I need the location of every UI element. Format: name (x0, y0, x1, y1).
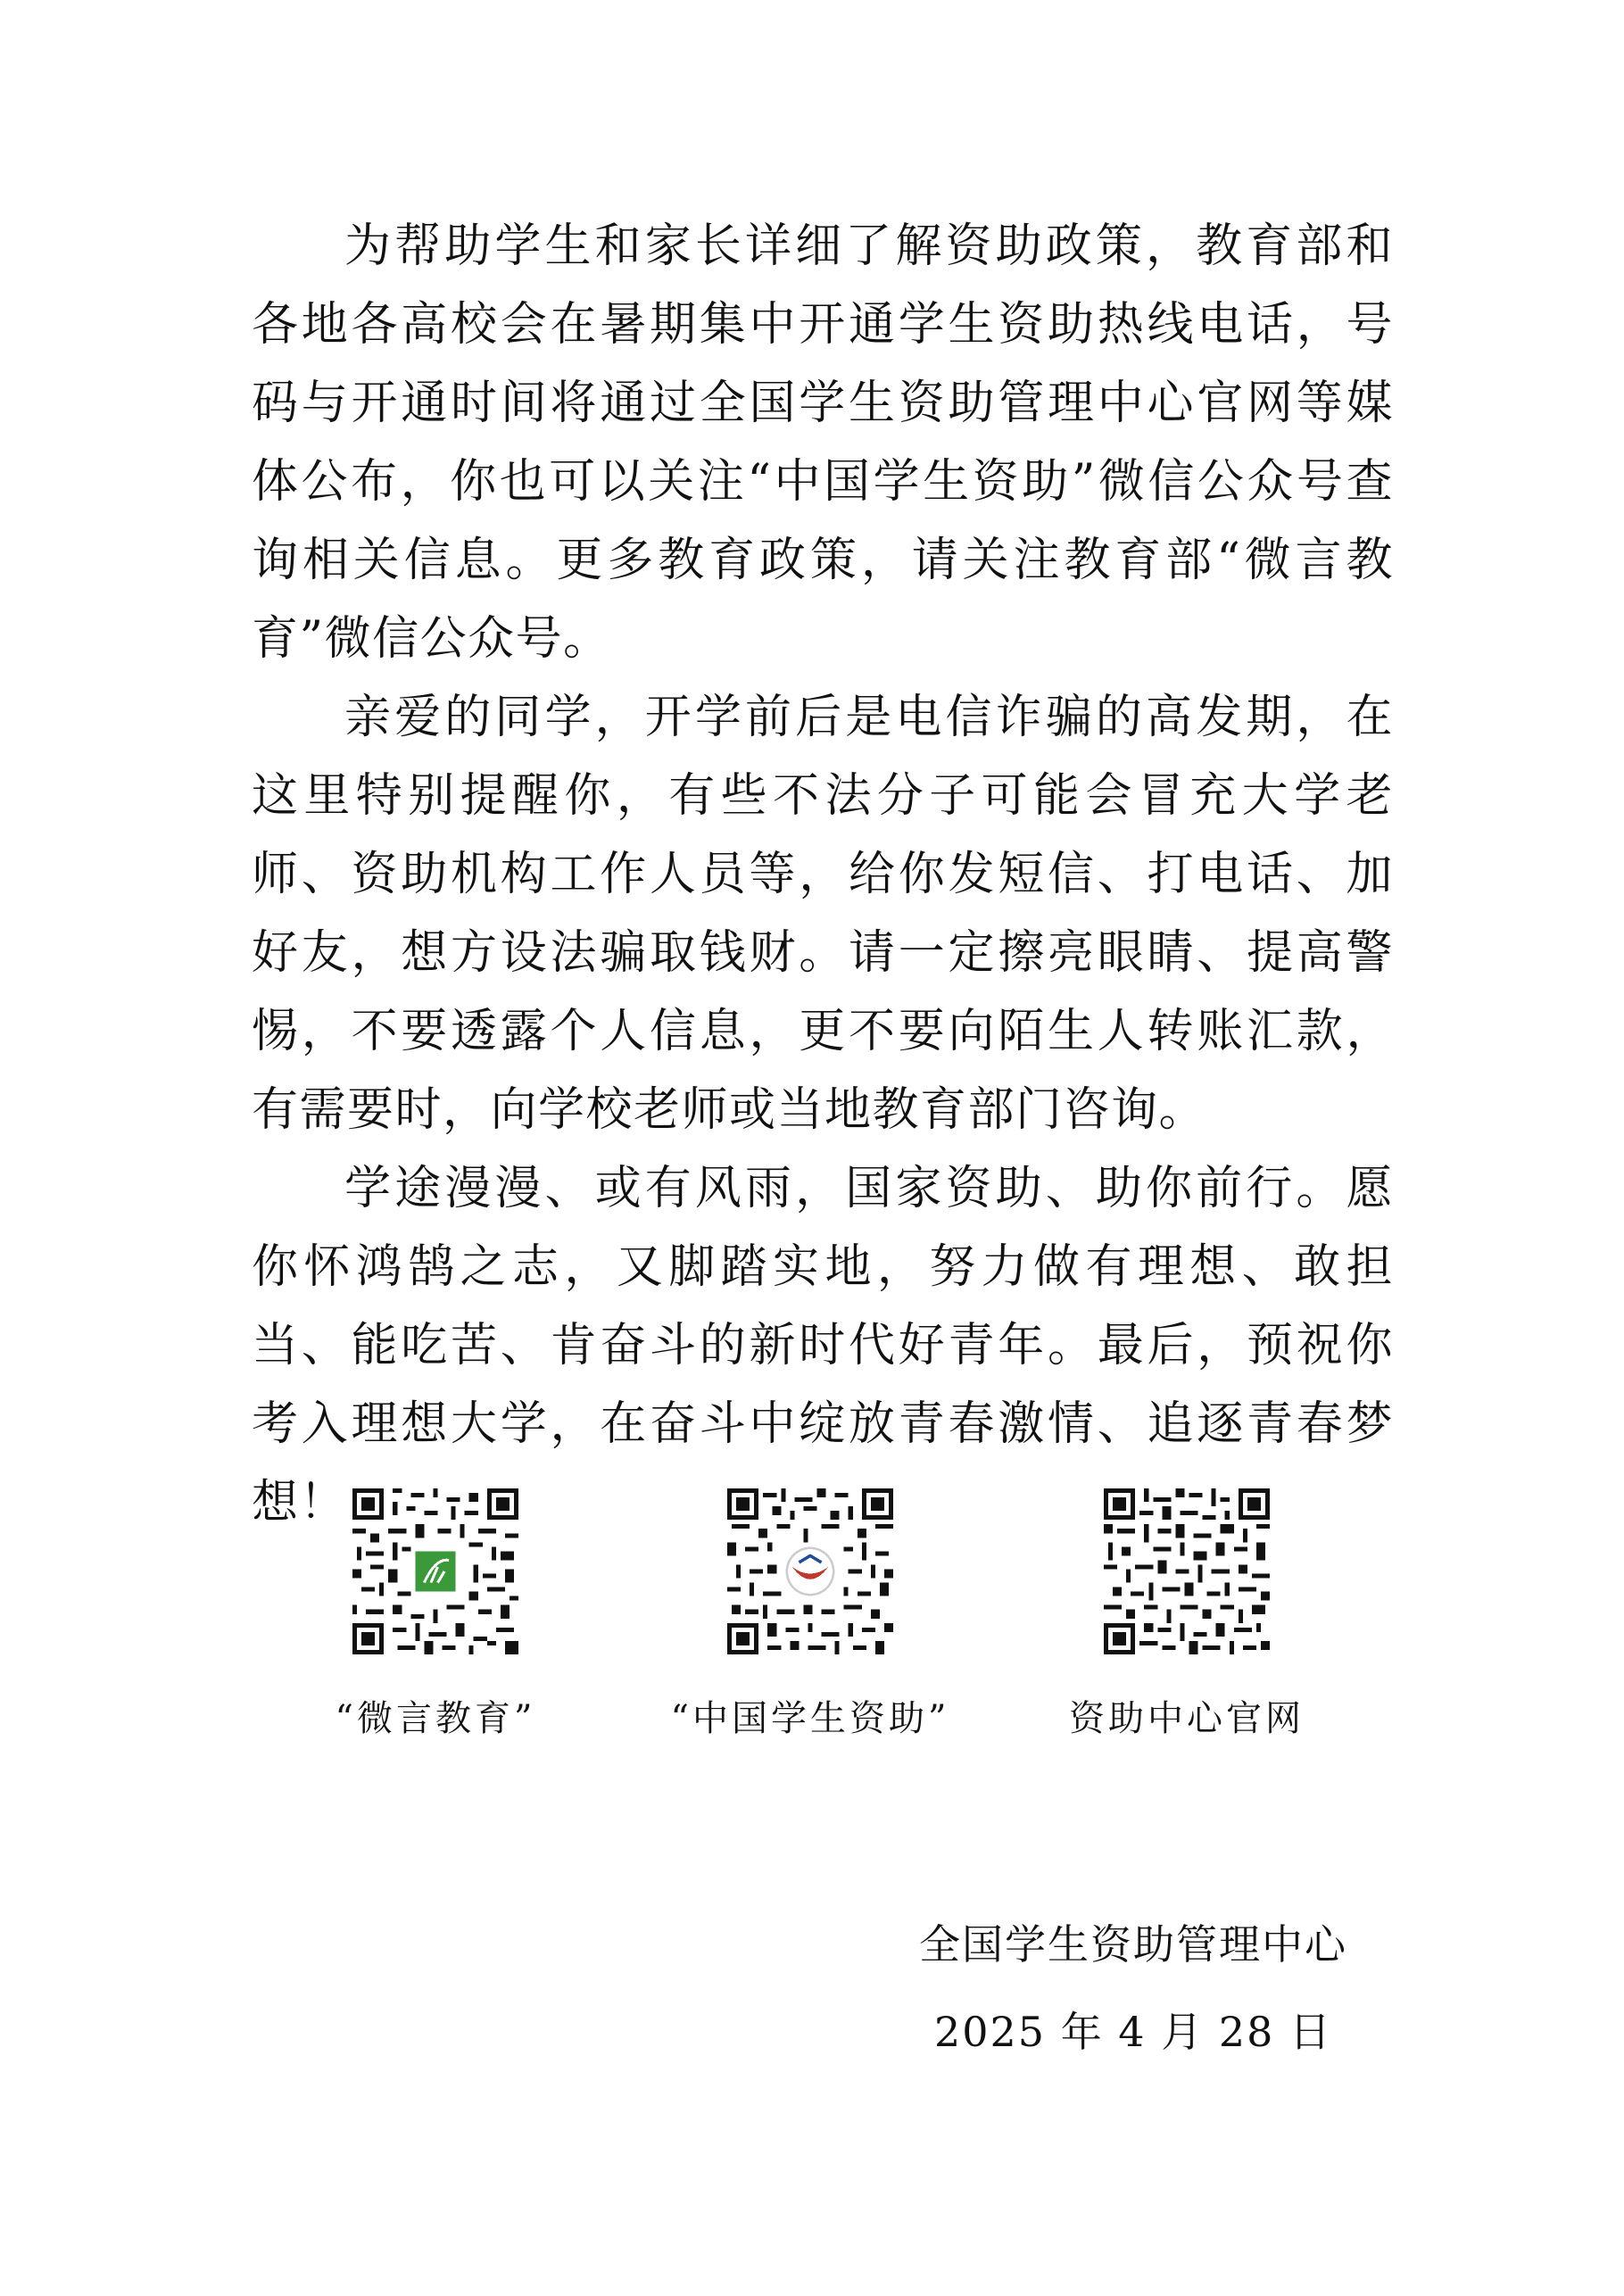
qr-code-section (0, 1488, 1624, 1756)
qr-code-official-site-icon (1104, 1488, 1270, 1654)
qr-block-official-site (1035, 1488, 1338, 1741)
qr-block-xuesheng-zizhu (659, 1488, 962, 1741)
letter-body (252, 207, 1394, 1542)
qr-caption-official-site: 资助中心官网 (1069, 1698, 1305, 1739)
paragraph-fraud-warning: 亲爱的同学，开学前后是电信诈骗的高发期，在这里特别提醒你，有些不法分子可能会冒充大学老师、资助机构工作人员等，给你发短信、打电话、加好友，想方设法骗取钱财。请一定擦亮眼睛、提高警惕，不要透露个人信息，更不要向陌生人转账汇款，有需要时，向学校老师或当地教育部门咨询。 (252, 691, 1394, 1137)
signature-block (919, 1901, 1347, 2076)
qr-code-xuesheng-zizhu-icon (727, 1488, 893, 1654)
paragraph-closing-wishes: 学途漫漫、或有风雨，国家资助、助你前行。愿你怀鸿鹄之志，又脚踏实地，努力做有理想、敢担当、能吃苦、肯奋斗的新时代好青年。最后，预祝你考入理想大学，在奋斗中绽放青春激情、追逐青春梦想！ (252, 1162, 1394, 1529)
signature-date: 2025 年 4 月 28 日 (934, 2008, 1332, 2056)
qr-code-weiyan-icon (352, 1488, 518, 1654)
signature-organization: 全国学生资助管理中心 (919, 1920, 1347, 1969)
paragraph-hotline: 为帮助学生和家长详细了解资助政策，教育部和各地各高校会在暑期集中开通学生资助热线电话，号码与开通时间将通过全国学生资助管理中心官网等媒体公布，你也可以关注“中国学生资助”微信公众号查询相关信息。更多教育政策，请关注教育部“微言教育”微信公众号。 (252, 220, 1394, 666)
qr-block-weiyan (284, 1488, 587, 1741)
qr-caption-weiyan: “微言教育” (335, 1698, 536, 1739)
qr-caption-xuesheng-zizhu: “中国学生资助” (670, 1698, 950, 1739)
